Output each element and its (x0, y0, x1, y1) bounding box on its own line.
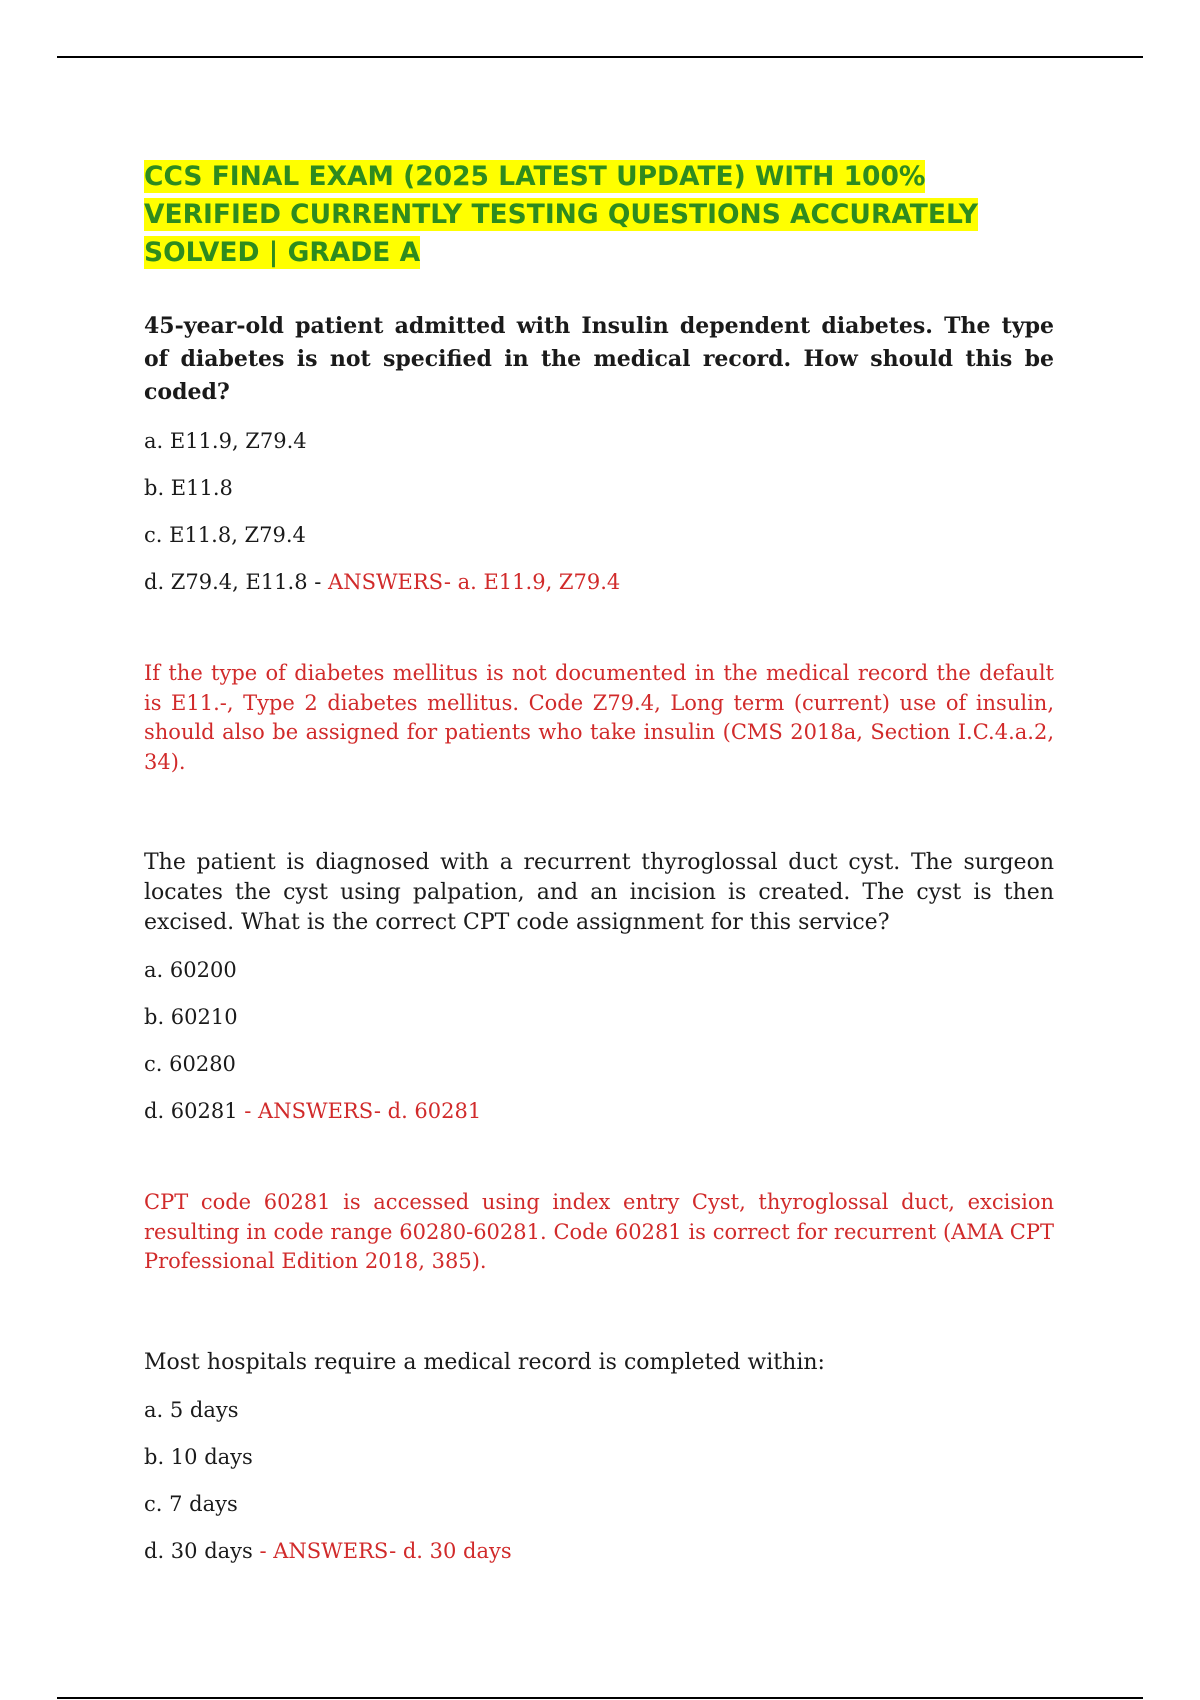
title-highlight: CCS FINAL EXAM (2025 LATEST UPDATE) WITH 100% VERIFIED CURRENTLY TESTING QUESTIONS ACCURATELY SOLVED | GRADE A (144, 161, 978, 268)
question-3-option-a: a. 5 days (144, 1397, 239, 1422)
question-1-option-d-text: d. Z79.4, E11.8 - (144, 570, 329, 594)
question-1-option-c: c. E11.8, Z79.4 (144, 523, 306, 547)
question-3-option-b: b. 10 days (144, 1444, 253, 1469)
question-1-answer: ANSWERS- a. E11.9, Z79.4 (328, 570, 621, 594)
header-rule (57, 56, 1143, 58)
question-3-option-d (144, 1528, 1054, 1575)
question-block-1 (144, 310, 1054, 848)
question-1-explanation: If the type of diabetes mellitus is not documented in the medical record the default is E11.-, Type 2 diabetes mellitus. Code Z79.4, Long term (current) use of insulin, should also be assigned for patients who take insulin (CMS 2018a, Section I.C.4.a.2, 34). (144, 661, 1054, 774)
question-2-option-c: c. 60280 (144, 1052, 236, 1076)
question-3-option-c: c. 7 days (144, 1491, 238, 1516)
question-2-option-a: a. 60200 (144, 958, 237, 982)
question-2-option-b: b. 60210 (144, 1005, 238, 1029)
document-title (144, 158, 1054, 272)
question-3-answer: - ANSWERS- d. 30 days (259, 1538, 512, 1563)
question-2-option-d (144, 1088, 1054, 1135)
question-1-prompt: 45-year-old patient admitted with Insulin dependent diabetes. The type of diabetes is not specified in the medical record. How should this be coded? (144, 313, 1054, 405)
footer-rule (57, 1697, 1143, 1699)
question-block-2 (144, 848, 1054, 1348)
question-1-option-a: a. E11.9, Z79.4 (144, 429, 307, 453)
question-3-option-d-text: d. 30 days (144, 1538, 260, 1563)
question-1-option-b: b. E11.8 (144, 476, 233, 500)
document-body (144, 158, 1054, 1575)
question-2-option-d-text: d. 60281 (144, 1099, 245, 1123)
question-2-prompt: The patient is diagnosed with a recurrent thyroglossal duct cyst. The surgeon locates the cyst using palpation, and an incision is created. The cyst is then excised. What is the correct CPT code assignment for this service? (144, 850, 1054, 935)
question-1-option-d (144, 559, 1054, 606)
question-2-answer: - ANSWERS- d. 60281 (244, 1099, 482, 1123)
question-block-3 (144, 1348, 1054, 1575)
question-2-explanation: CPT code 60281 is accessed using index entry Cyst, thyroglossal duct, excision resulting in code range 60280-60281. Code 60281 is correct for recurrent (AMA CPT Professional Edition 2018, 385). (144, 1190, 1054, 1273)
question-3-prompt: Most hospitals require a medical record is completed within: (144, 1349, 825, 1375)
